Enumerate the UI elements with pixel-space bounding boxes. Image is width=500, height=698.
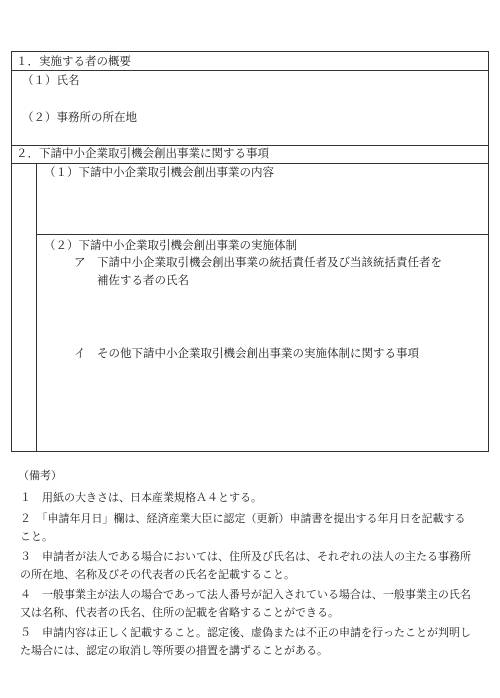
section2-structure-label: （２）下請中小企業取引機会創出事業の実施体制 [44, 238, 297, 252]
notes-heading: （備考） [18, 469, 62, 482]
note-5: ５ 申請内容は正しく記載すること。認定後、虚偽または不正の申請を行ったことが判明し [20, 626, 471, 639]
section2-item-a-cont: 補佐する者の氏名 [97, 273, 189, 287]
section1-address-label: （２）事務所の所在地 [22, 110, 137, 124]
note-2-cont: こと。 [20, 530, 53, 543]
section1-name-label: （１）氏名 [22, 73, 80, 87]
note-4-cont: 又は名称、代表者の氏名、住所の記載を省略することができる。 [20, 606, 339, 619]
note-5-cont: た場合には、認定の取消し等所要の措置を講ずることがある。 [20, 644, 328, 657]
section2-content-label: （１）下請中小企業取引機会創出事業の内容 [44, 165, 274, 179]
section2-item-i: イ その他下請中小企業取引機会創出事業の実施体制に関する事項 [74, 346, 419, 360]
section2-item-a: ア 下請中小企業取引機会創出事業の統括責任者及び当該統括責任者を [74, 255, 442, 269]
section1-title: １．実施する者の概要 [16, 54, 131, 68]
row-divider-sub2 [36, 234, 489, 235]
indent-divider [36, 163, 37, 452]
note-3-cont: の所在地、名称及びその代表者の氏名を記載すること。 [20, 568, 295, 581]
section2-title: ２．下請中小企業取引機会創出事業に関する事項 [16, 146, 269, 160]
note-3: ３ 申請者が法人である場合においては、住所及び氏名は、それぞれの法人の主たる事務所 [20, 550, 471, 563]
row-divider-section1-title [11, 70, 489, 71]
row-divider-section2-header [11, 163, 489, 164]
note-4: ４ 一般事業主が法人の場合であって法人番号が記入されている場合は、一般事業主の氏名 [20, 588, 471, 601]
note-2: ２ 「申請年月日」欄は、経済産業大臣に認定（更新）申請書を提出する年月日を記載する [20, 512, 466, 525]
note-1: １ 用紙の大きさは、日本産業規格Ａ４とする。 [20, 491, 262, 504]
